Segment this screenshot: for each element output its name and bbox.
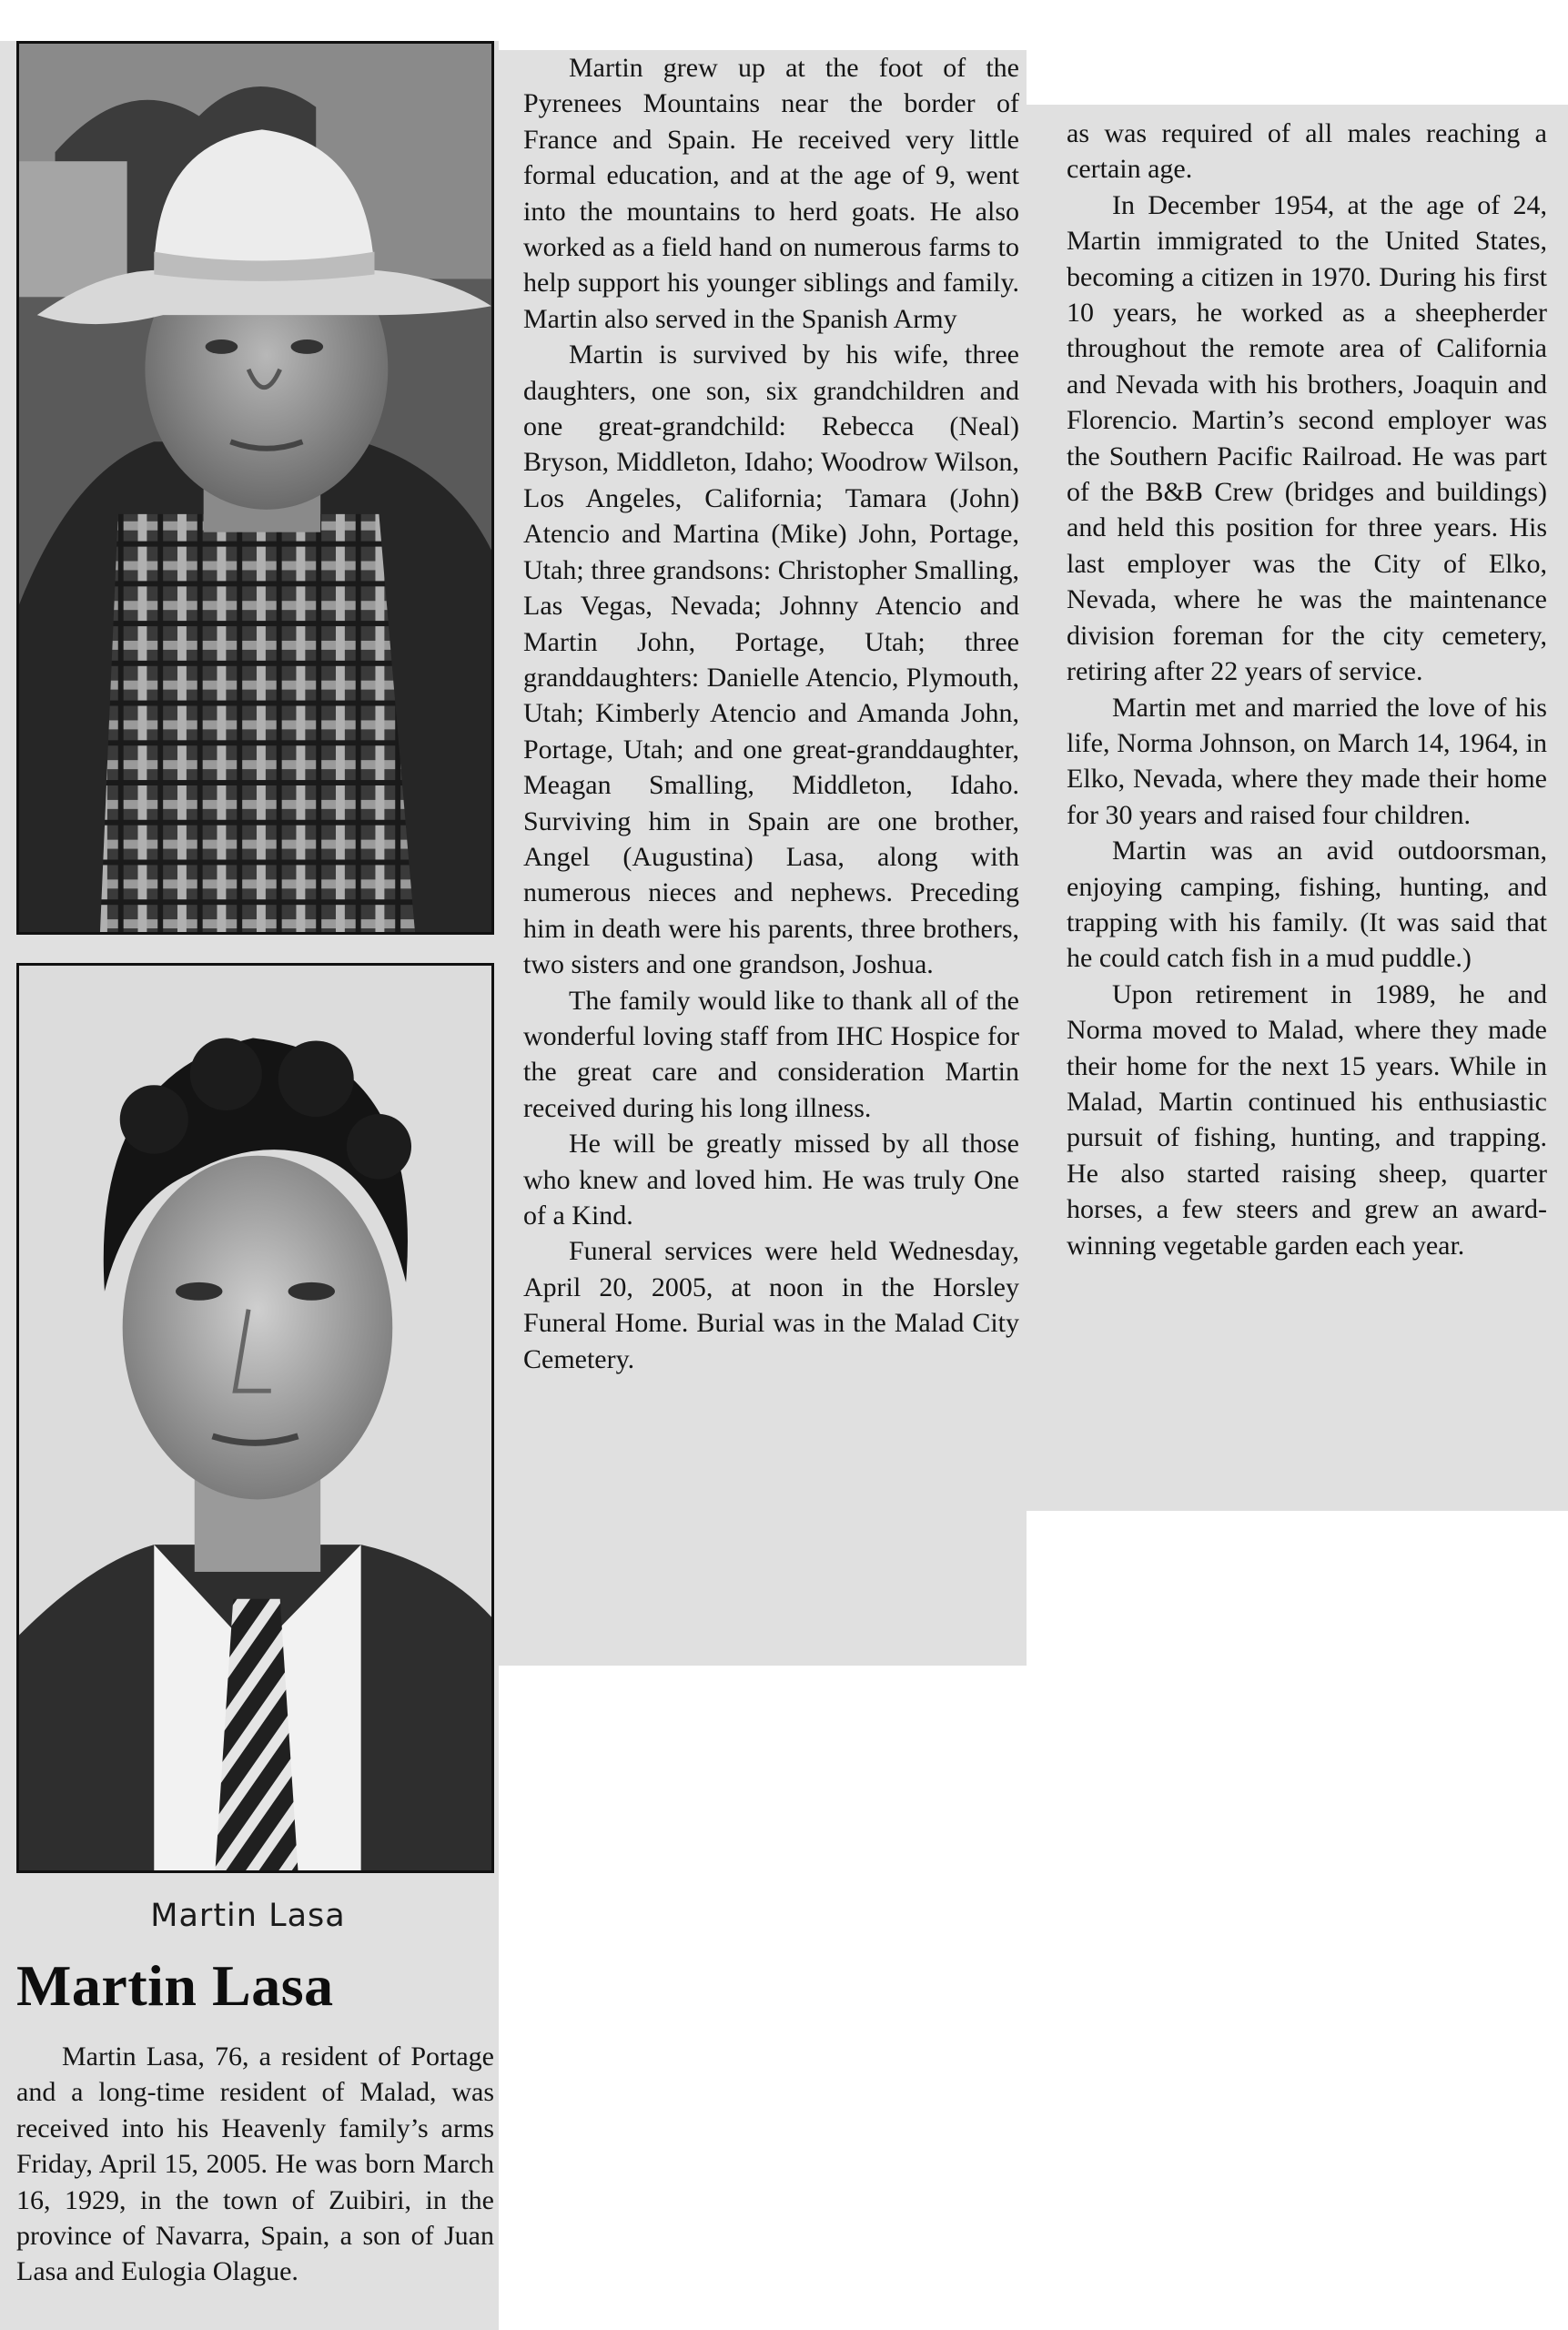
- column-left: [16, 2039, 494, 2290]
- photo-older-martin: [16, 41, 494, 935]
- column-right: [1067, 116, 1547, 1263]
- column-middle: [523, 50, 1019, 1377]
- paragraph-army-cont: as was required of all males reaching a certain age.: [1067, 118, 1547, 185]
- paragraph-survivors: Martin is survived by his wife, three daughters, one son, six grandchildren and one great-grandchild: Rebecca (Neal) Bryson, Middleton, Idaho; Woodrow Wilson, Los Angeles, California; Tamara (John) Atencio and Martina (Mike) John, Portage, Utah; three grandsons: Christopher Smalling, Las Vegas, Nevada; Johnny Atencio and Martin John, Portage, Utah; three granddaughters: Danielle Atencio, Plymouth, Utah; Kimberly Atencio and Amanda John, Portage, Utah; and one great-granddaughter, Meagan Smalling, Middleton, Idaho. Surviving him in Spain are one brother, Angel (Augustina) Lasa, along with numerous nieces and nephews. Preceding him in death were his parents, three brothers, two sisters and one grandson, Joshua.: [523, 339, 1019, 980]
- paragraph-immigration: In December 1954, at the age of 24, Martin immigrated to the United States, becoming a citizen in 1970. During his first 10 years, he worked as a sheepherder throughout the remote area of California and Nevada with his brothers, Joaquin and Florencio. Martin’s second employer was the Southern Pacific Railroad. He was part of the B&B Crew (bridges and buildings) and held this position for three years. His last employer was the City of Elko, Nevada, where he was the maintenance division foreman for the city cemetery, retiring after 22 years of service.: [1067, 189, 1547, 687]
- photo-caption: Martin Lasa: [150, 1898, 346, 1934]
- older-portrait-image: [19, 44, 491, 932]
- paragraph-marriage: Martin met and married the love of his life, Norma Johnson, on March 14, 1964, in Elko, Nevada, where they made their home for 30 years and raised four children.: [1067, 692, 1547, 830]
- paragraph-retirement: Upon retirement in 1989, he and Norma moved to Malad, where they made their home for the next 15 years. While in Malad, Martin continued his enthusiastic pursuit of fishing, hunting, and trapping. He also started raising sheep, quarter horses, a few steers and grew an award-winning vegetable garden each year.: [1067, 978, 1547, 1261]
- paragraph-early-life: Martin grew up at the foot of the Pyrenees Mountains near the border of France and Spain. He received very little formal education, and at the age of 9, went into the mountains to herd goats. He also worked as a field hand on numerous farms to help support his younger siblings and family. Martin also served in the Spanish Army: [523, 53, 1019, 334]
- paragraph-thanks: The family would like to thank all of the wonderful loving staff from IHC Hospice for the great care and consideration Martin received during his long illness.: [523, 985, 1019, 1123]
- paragraph-outdoorsman: Martin was an avid outdoorsman, enjoying camping, fishing, hunting, and trapping with his family. (It was said that he could catch fish in a mud puddle.): [1067, 836, 1547, 974]
- paragraph-intro: Martin Lasa, 76, a resident of Portage and a long-time resident of Malad, was received into his Heavenly family’s arms Friday, April 15, 2005. He was born March 16, 1929, in the town of Zuibiri, in the province of Navarra, Spain, a son of Juan Lasa and Eulogia Olague.: [16, 2041, 494, 2287]
- paragraph-missed: He will be greatly missed by all those who knew and loved him. He was truly One of a Kind.: [523, 1129, 1019, 1231]
- photo-young-martin: [16, 963, 494, 1873]
- obituary-headline: Martin Lasa: [16, 1953, 334, 2018]
- paragraph-funeral: Funeral services were held Wednesday, April 20, 2005, at noon in the Horsley Funeral Home. Burial was in the Malad City Cemetery.: [523, 1236, 1019, 1374]
- young-portrait-image: [19, 966, 491, 1870]
